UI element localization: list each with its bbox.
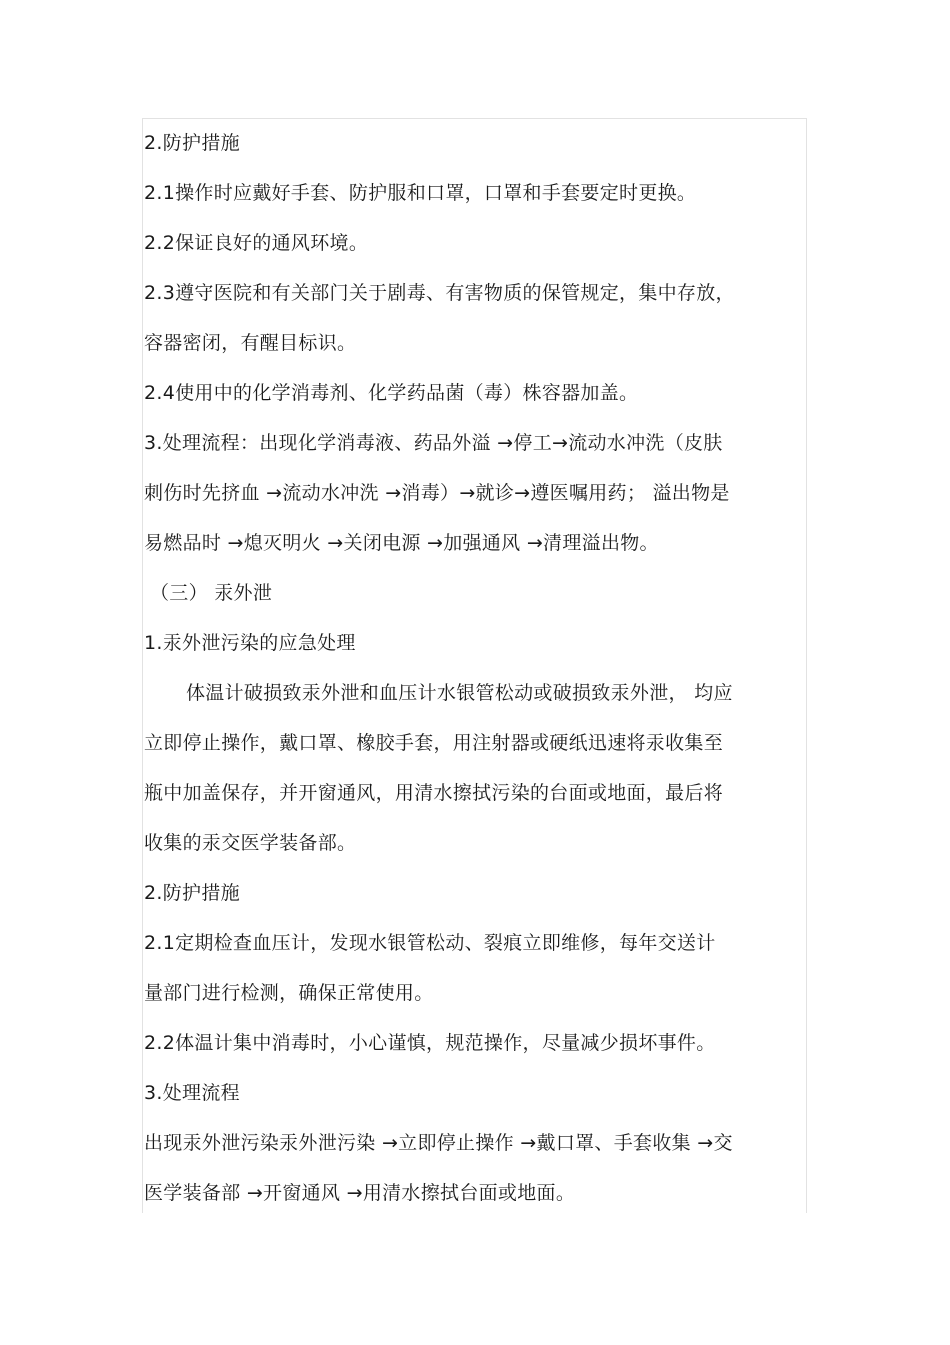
heading-protective-measures: 2.防护措施 (144, 882, 240, 904)
text-line: 瓶中加盖保存，并开窗通风，用清水擦拭污染的台面或地面，最后将 (144, 782, 724, 804)
text-line: 刺伤时先挤血 →流动水冲洗 →消毒）→就诊→遵医嘱用药； 溢出物是 (144, 482, 730, 504)
text-line: 量部门进行检测，确保正常使用。 (144, 982, 434, 1004)
text-line: 3.处理流程：出现化学消毒液、药品外溢 →停工→流动水冲洗（皮肤 (144, 432, 723, 454)
text-line: 2.2体温计集中消毒时，小心谨慎，规范操作，尽量减少损坏事件。 (144, 1032, 716, 1054)
text-line: 出现汞外泄污染汞外泄污染 →立即停止操作 →戴口罩、手套收集 →交 (144, 1132, 733, 1154)
subheading: 1.汞外泄污染的应急处理 (144, 632, 356, 654)
text-line: 立即停止操作，戴口罩、橡胶手套，用注射器或硬纸迅速将汞收集至 (144, 732, 724, 754)
text-line: 2.1操作时应戴好手套、防护服和口罩，口罩和手套要定时更换。 (144, 182, 697, 204)
text-line: 2.4使用中的化学消毒剂、化学药品菌（毒）株容器加盖。 (144, 382, 639, 404)
text-line: 易燃品时 →熄灭明火 →关闭电源 →加强通风 →清理溢出物。 (144, 532, 659, 554)
text-line: 2.3遵守医院和有关部门关于剧毒、有害物质的保管规定，集中存放， (144, 282, 735, 304)
heading-process: 3.处理流程 (144, 1082, 240, 1104)
text-line: 收集的汞交医学装备部。 (144, 832, 357, 854)
text-line: 2.1定期检查血压计，发现水银管松动、裂痕立即维修，每年交送计 (144, 932, 716, 954)
text-line: 容器密闭，有醒目标识。 (144, 332, 357, 354)
heading-protective-measures: 2.防护措施 (144, 132, 240, 154)
section-heading: （三） 汞外泄 (150, 582, 273, 604)
text-line: 医学装备部 →开窗通风 →用清水擦拭台面或地面。 (144, 1182, 576, 1204)
text-line: 2.2保证良好的通风环境。 (144, 232, 369, 254)
paragraph-start: 体温计破损致汞外泄和血压计水银管松动或破损致汞外泄， 均应 (186, 682, 733, 704)
